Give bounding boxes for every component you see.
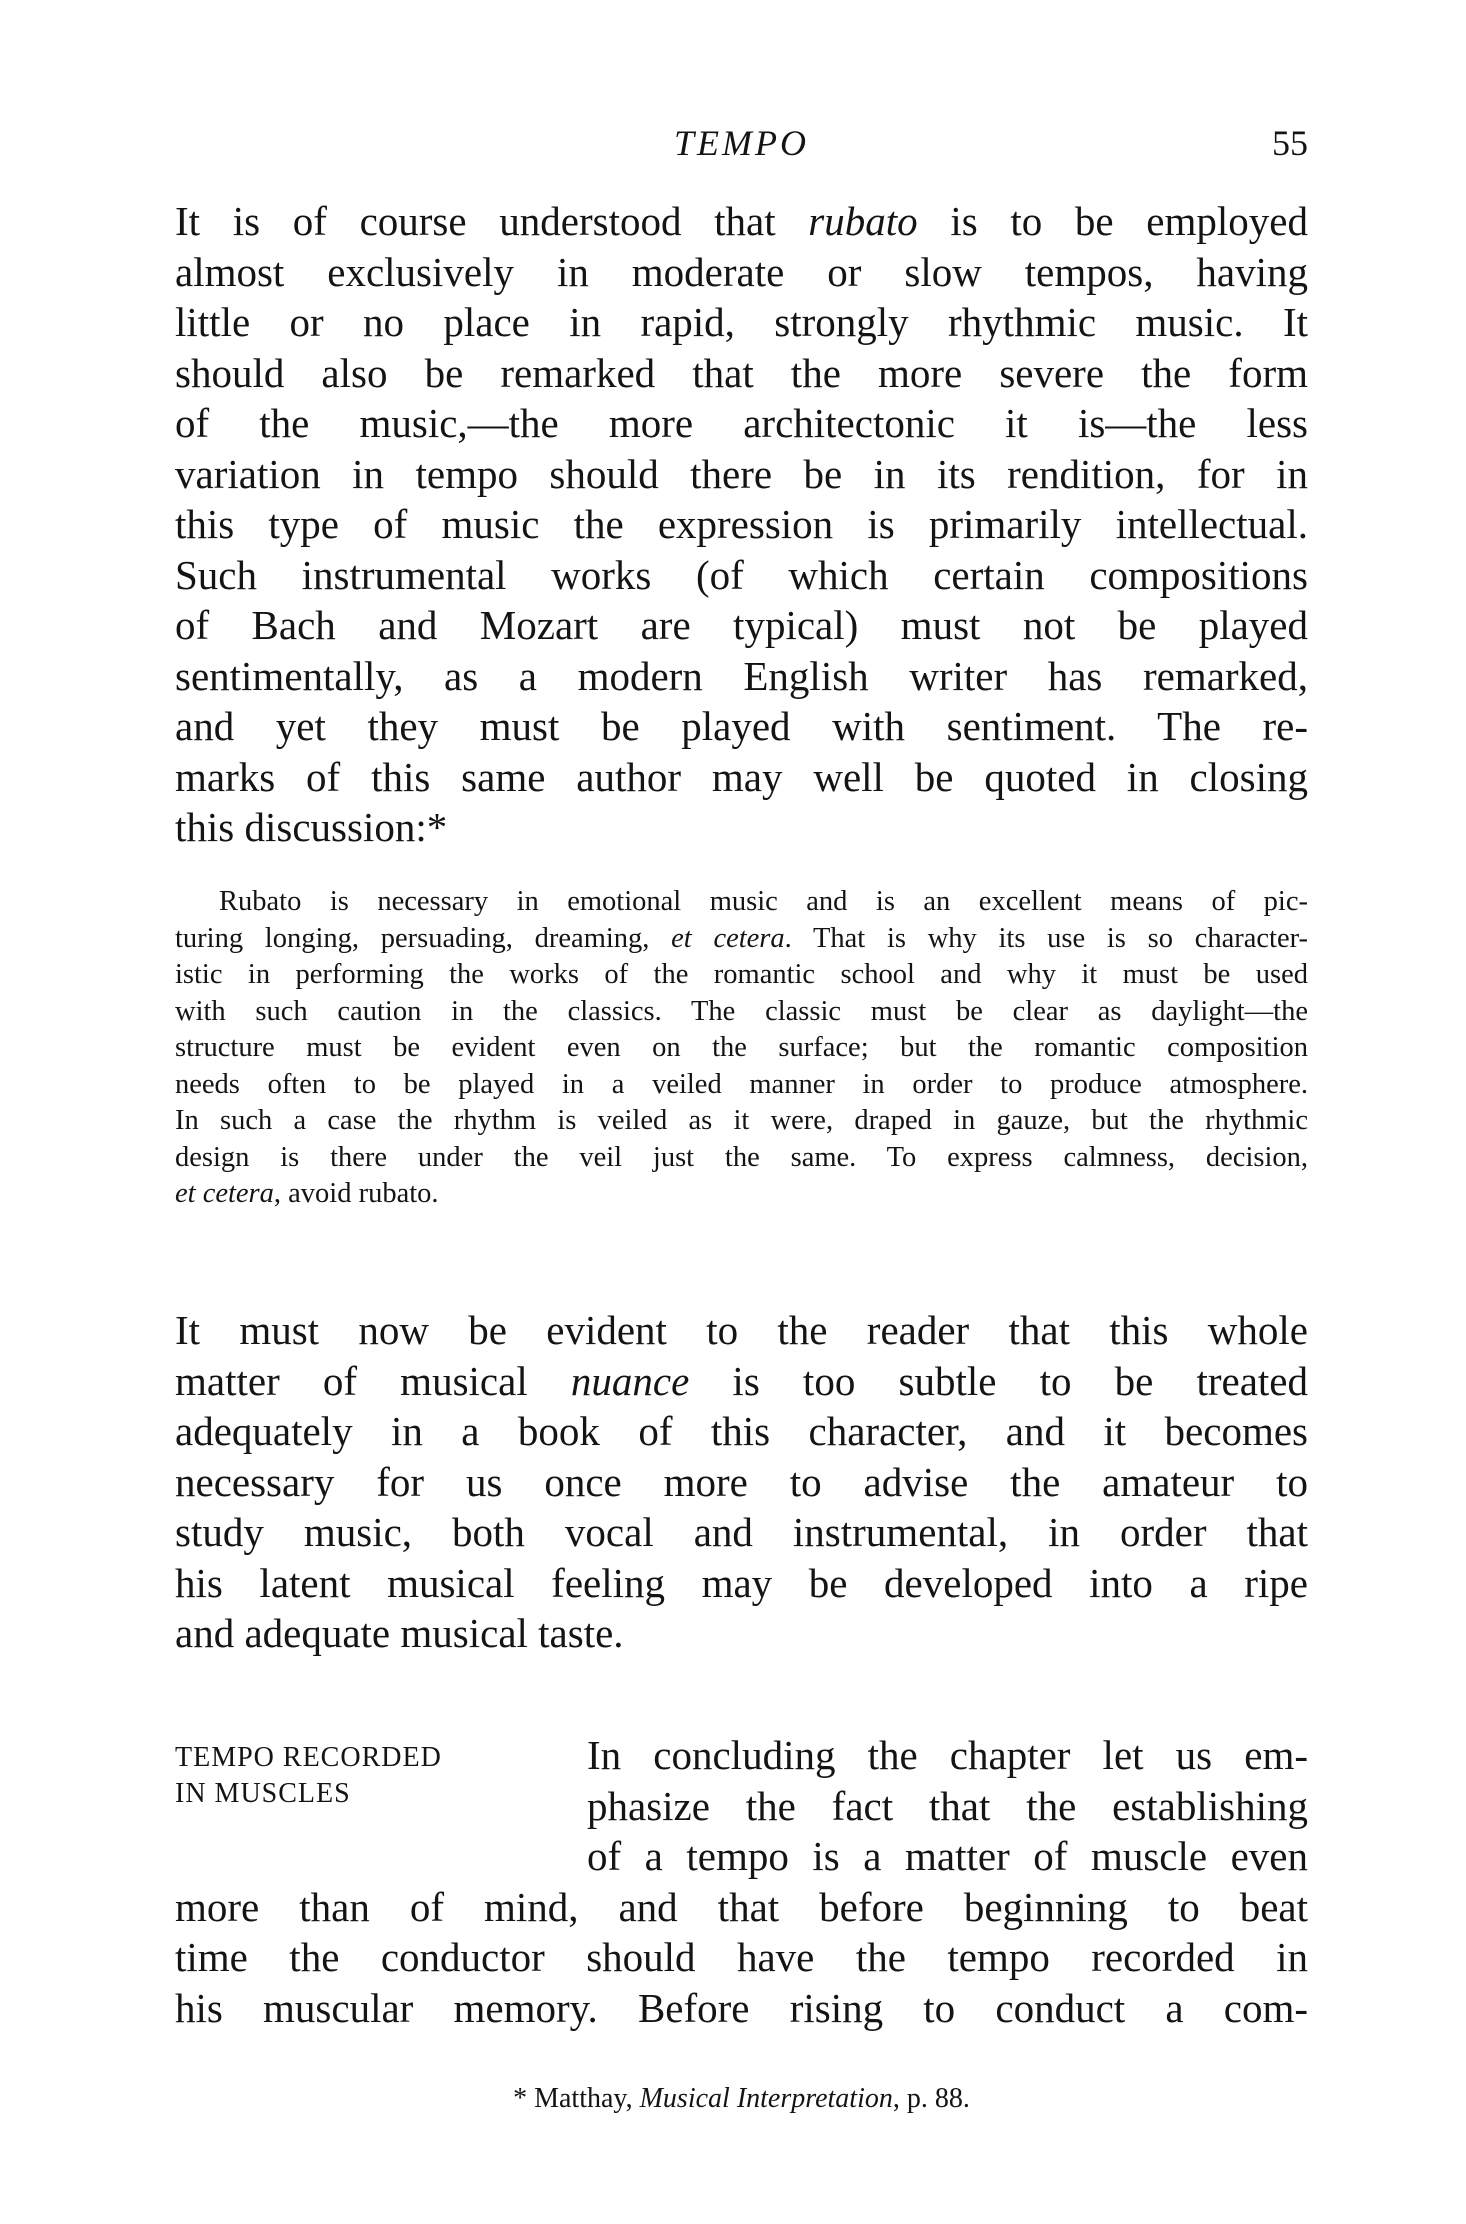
footnote: * Matthay, Musical Interpretation, p. 88. xyxy=(513,2083,970,2114)
text-line: Such instrumental works (of which certain compositions xyxy=(175,551,1308,598)
quote-line: design is there under the veil just the same. To express calmness, decision, xyxy=(175,1141,1308,1173)
text-line: sentimentally, as a modern English writer has remarked, xyxy=(175,652,1308,699)
quote-line: needs often to be played in a veiled manner in order to produce atmosphere. xyxy=(175,1068,1308,1100)
paragraph-nuance xyxy=(175,1305,1308,1659)
italic-term: nuance xyxy=(570,1357,690,1404)
text-line: should also be remarked that the more severe the form xyxy=(175,349,1308,396)
quote-line: with such caution in the classics. The classic must be clear as daylight—the xyxy=(175,995,1308,1027)
text-line: It is of course understood that rubato is to be employed xyxy=(175,198,1308,244)
text-line: of a tempo is a matter of muscle even xyxy=(587,1833,1308,1879)
text-line: his latent musical feeling may be developed into a ripe xyxy=(175,1559,1308,1606)
text-line: almost exclusively in moderate or slow tempos, having xyxy=(175,248,1308,295)
quote-line: structure must be evident even on the surface; but the romantic composition xyxy=(175,1032,1308,1063)
text-line: this type of music the expression is primarily intellectual. xyxy=(175,501,1308,547)
italic-term: et cetera xyxy=(175,1178,274,1209)
text-line: time the conductor should have the tempo recorded in xyxy=(175,1934,1308,1980)
text-line: of Bach and Mozart are typical) must not be played xyxy=(175,602,1308,648)
text-line: and adequate musical taste. xyxy=(175,1610,624,1656)
quote-line: In such a case the rhythm is veiled as it were, draped in gauze, but the rhythmic xyxy=(175,1105,1308,1136)
quote-line: istic in performing the works of the romantic school and why it must be used xyxy=(175,959,1308,990)
quote-line: turing longing, persuading, dreaming, et cetera. That is why its use is so character- xyxy=(175,922,1309,954)
side-heading-line: IN MUSCLES xyxy=(175,1778,351,1809)
block-quote xyxy=(175,884,1308,1213)
quote-line: Rubato is necessary in emotional music and is an excellent means of pic- xyxy=(219,886,1308,917)
text-line: marks of this same author may well be quoted in closing xyxy=(175,753,1308,800)
page-number: 55 xyxy=(1272,123,1308,163)
side-heading-line: TEMPO RECORDED xyxy=(175,1742,442,1773)
text-line: matter of musical nuance is too subtle to be treated xyxy=(175,1357,1308,1404)
text-line: his muscular memory. Before rising to conduct a com- xyxy=(175,1984,1308,2031)
text-line: variation in tempo should there be in its rendition, for in xyxy=(175,450,1308,497)
text-line: little or no place in rapid, strongly rhythmic music. It xyxy=(175,299,1308,345)
text-line: of the music,—the more architectonic it is—the less xyxy=(175,400,1308,446)
text-line: more than of mind, and that before beginning to beat xyxy=(175,1883,1308,1930)
text-line: this discussion:* xyxy=(175,804,448,850)
quote-line: et cetera, avoid rubato. xyxy=(175,1178,439,1209)
text-line: study music, both vocal and instrumental, in order that xyxy=(175,1509,1308,1555)
text-line: and yet they must be played with sentiment. The re- xyxy=(175,703,1308,749)
footnote-title: Musical Interpretation xyxy=(639,2083,893,2114)
text-line: In concluding the chapter let us em- xyxy=(587,1732,1308,1778)
text-line: necessary for us once more to advise the amateur to xyxy=(175,1458,1308,1505)
running-head xyxy=(175,122,1308,172)
paragraph-rubato-intro xyxy=(175,196,1308,853)
paragraph-tempo-muscles xyxy=(175,1730,1308,2033)
italic-term: et cetera xyxy=(671,922,785,954)
text-line: phasize the fact that the establishing xyxy=(587,1782,1308,1829)
text-line: adequately in a book of this character, and it becomes xyxy=(175,1408,1308,1454)
text-line: It must now be evident to the reader that this whole xyxy=(175,1307,1308,1353)
italic-term: rubato xyxy=(808,198,918,244)
running-title: TEMPO xyxy=(674,123,809,163)
